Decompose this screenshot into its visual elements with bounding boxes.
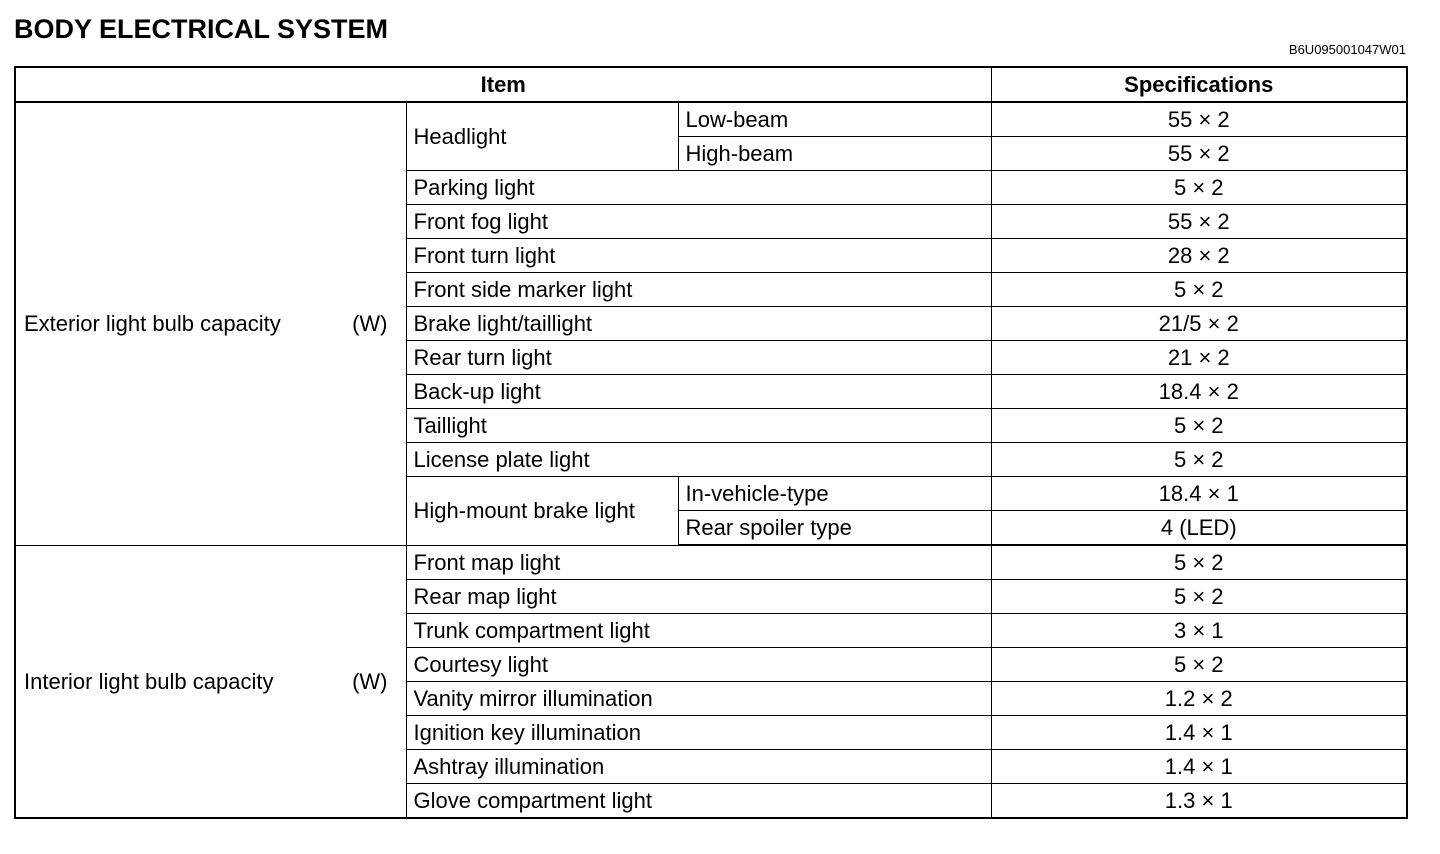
item-cell: Front fog light xyxy=(406,205,991,239)
spec-cell: 18.4 × 1 xyxy=(991,477,1407,511)
table-row xyxy=(15,545,1407,580)
spec-cell: 5 × 2 xyxy=(991,273,1407,307)
item-cell: Rear map light xyxy=(406,580,991,614)
spec-cell: 1.4 × 1 xyxy=(991,716,1407,750)
spec-cell: 21 × 2 xyxy=(991,341,1407,375)
interior-group-cell xyxy=(15,545,406,818)
spec-cell: 21/5 × 2 xyxy=(991,307,1407,341)
item-cell: Front turn light xyxy=(406,239,991,273)
group-unit: (W) xyxy=(352,311,388,337)
spec-cell: 5 × 2 xyxy=(991,409,1407,443)
spec-table xyxy=(14,66,1408,819)
spec-cell: 55 × 2 xyxy=(991,205,1407,239)
spec-cell: 5 × 2 xyxy=(991,171,1407,205)
item-cell: Rear turn light xyxy=(406,341,991,375)
document-title: BODY ELECTRICAL SYSTEM xyxy=(14,14,389,44)
spec-cell: 1.4 × 1 xyxy=(991,750,1407,784)
item-cell: Ignition key illumination xyxy=(406,716,991,750)
group-unit: (W) xyxy=(352,668,388,694)
spec-cell: 3 × 1 xyxy=(991,614,1407,648)
item-cell: Brake light/taillight xyxy=(406,307,991,341)
spec-cell: 5 × 2 xyxy=(991,545,1407,580)
spec-cell: 4 (LED) xyxy=(991,511,1407,546)
item-cell: Trunk compartment light xyxy=(406,614,991,648)
item-cell: High-mount brake light xyxy=(406,477,678,546)
specifications-header: Specifications xyxy=(991,67,1407,102)
spec-cell: 55 × 2 xyxy=(991,137,1407,171)
spec-cell: 1.2 × 2 xyxy=(991,682,1407,716)
spec-cell: 55 × 2 xyxy=(991,102,1407,137)
sub-item-cell: High-beam xyxy=(678,137,991,171)
sub-item-cell: In-vehicle-type xyxy=(678,477,991,511)
document-code: B6U095001047W01 xyxy=(1288,42,1406,57)
group-label: Interior light bulb capacity xyxy=(24,668,274,694)
spec-cell: 28 × 2 xyxy=(991,239,1407,273)
item-cell: Vanity mirror illumination xyxy=(406,682,991,716)
spec-cell: 18.4 × 2 xyxy=(991,375,1407,409)
spec-cell: 5 × 2 xyxy=(991,580,1407,614)
group-label: Exterior light bulb capacity xyxy=(24,311,281,337)
table-header-row xyxy=(15,67,1407,102)
spec-cell: 1.3 × 1 xyxy=(991,784,1407,819)
item-cell: Headlight xyxy=(406,102,678,171)
item-cell: Front side marker light xyxy=(406,273,991,307)
item-cell: Courtesy light xyxy=(406,648,991,682)
item-cell: Front map light xyxy=(406,545,991,580)
spec-cell: 5 × 2 xyxy=(991,443,1407,477)
sub-item-cell: Rear spoiler type xyxy=(678,511,991,546)
item-cell: Parking light xyxy=(406,171,991,205)
table-row xyxy=(15,102,1407,137)
item-header: Item xyxy=(15,67,991,102)
item-cell: License plate light xyxy=(406,443,991,477)
item-cell: Glove compartment light xyxy=(406,784,991,819)
item-cell: Ashtray illumination xyxy=(406,750,991,784)
exterior-group-cell xyxy=(15,102,406,545)
item-cell: Back-up light xyxy=(406,375,991,409)
item-cell: Taillight xyxy=(406,409,991,443)
sub-item-cell: Low-beam xyxy=(678,102,991,137)
spec-cell: 5 × 2 xyxy=(991,648,1407,682)
